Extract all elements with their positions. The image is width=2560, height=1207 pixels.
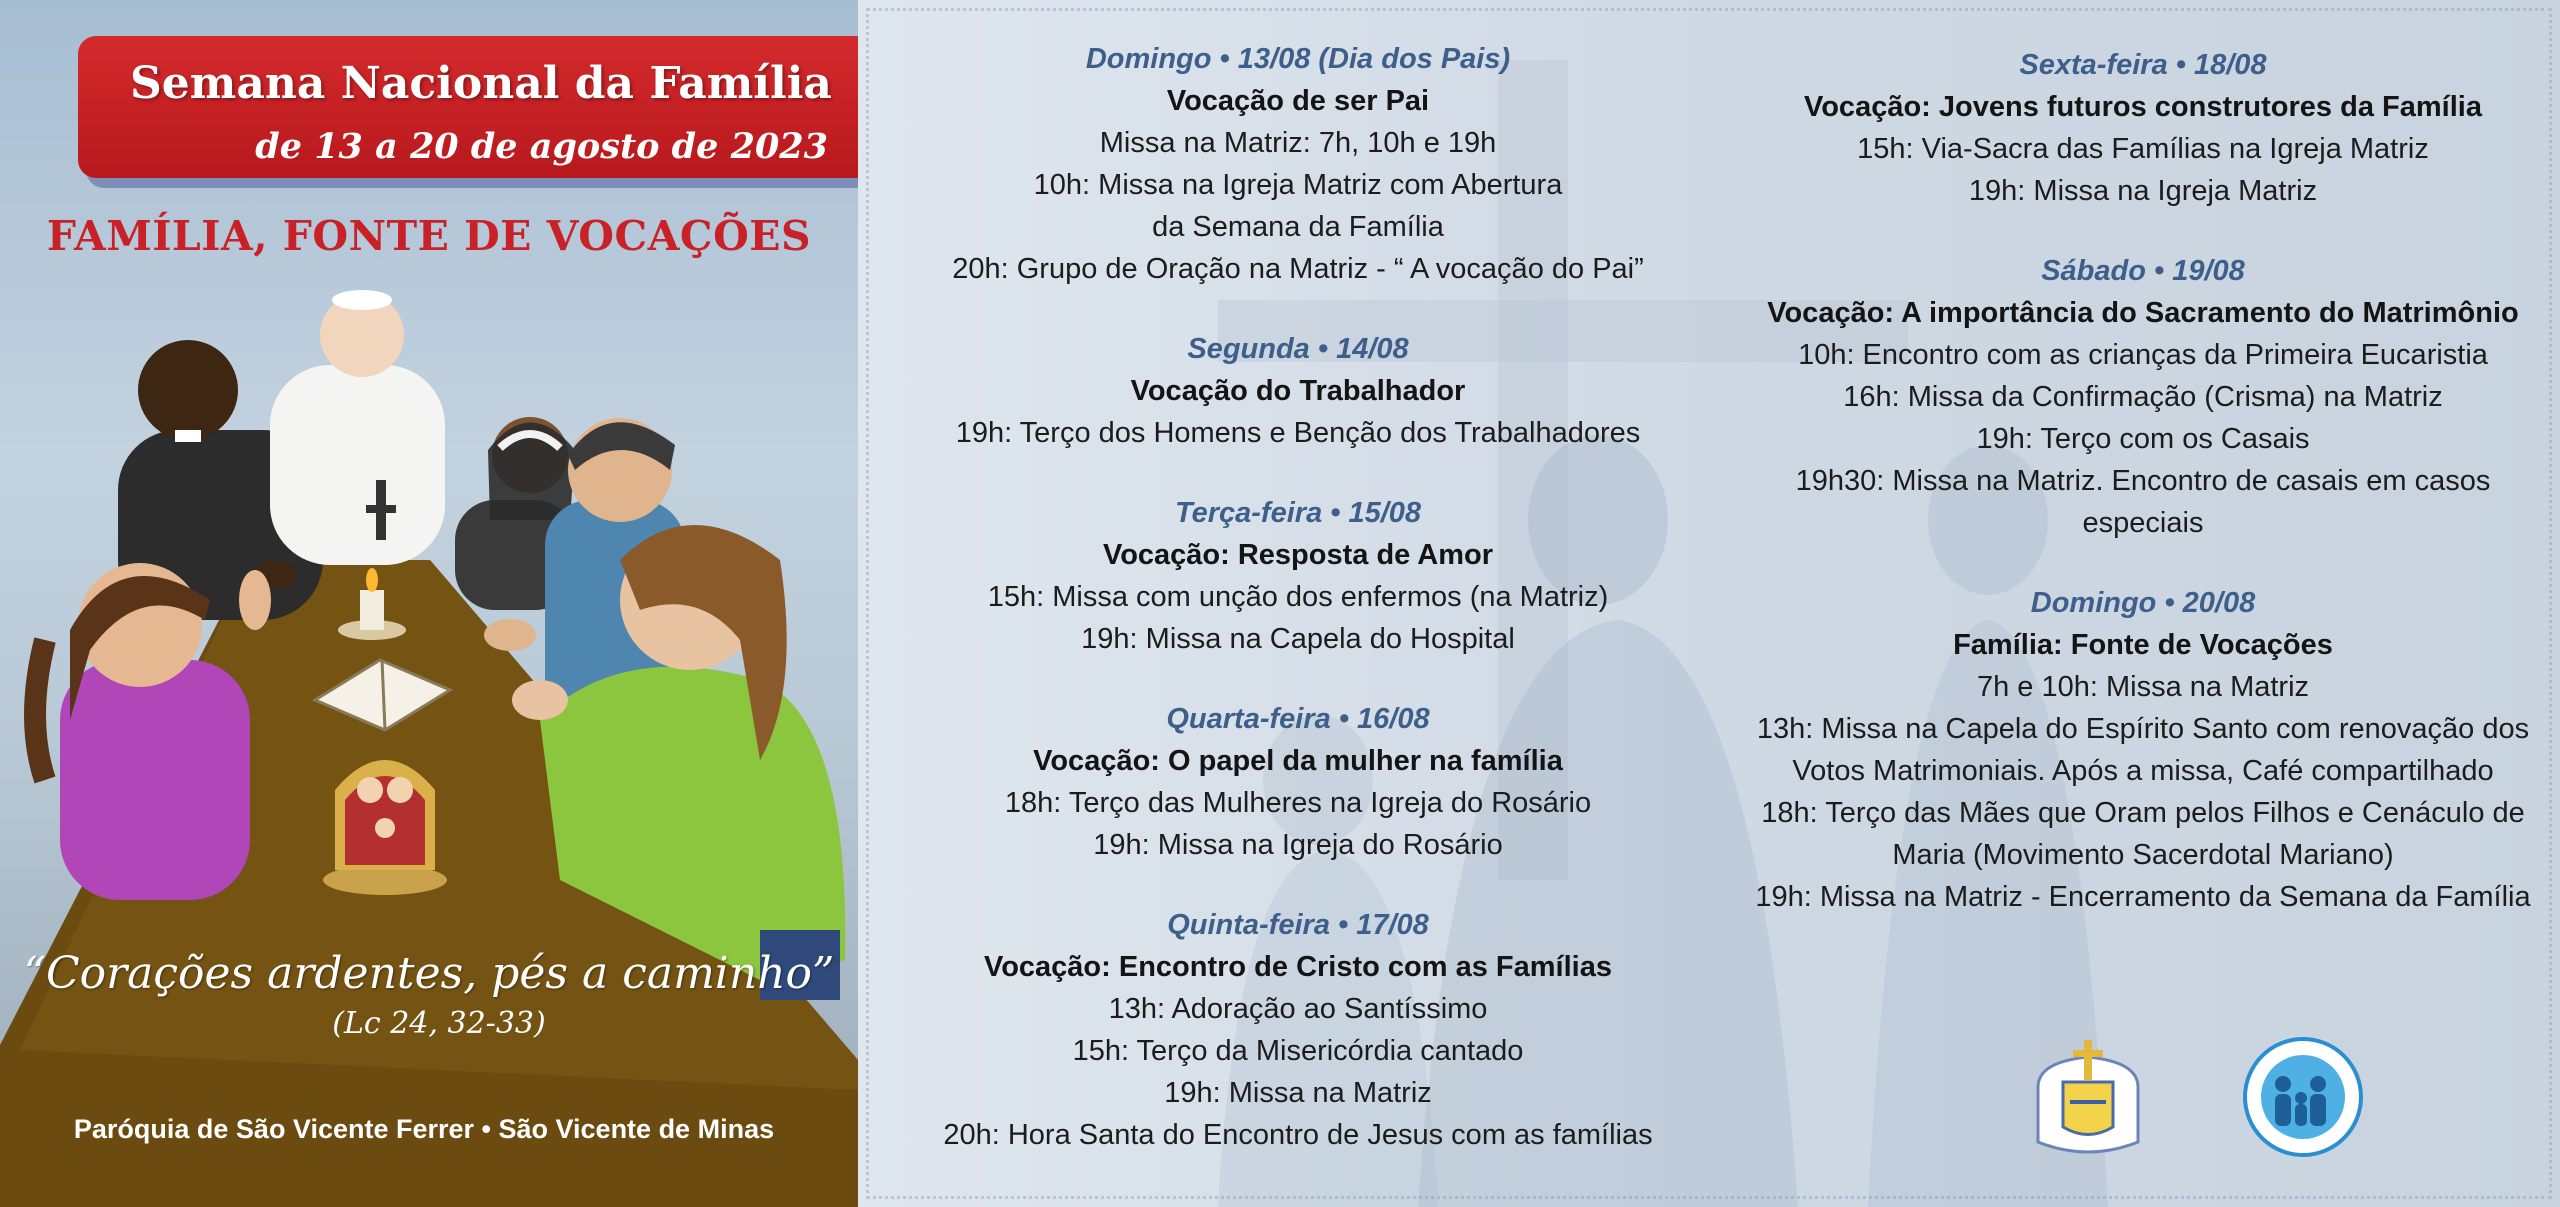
schedule-panel: [858, 0, 2560, 1207]
day-theme: Vocação: O papel da mulher na família: [1033, 745, 1563, 777]
day-block: [878, 38, 1718, 290]
parish-seal-icon: [2038, 1040, 2138, 1152]
schedule-line: 19h: Missa na Matriz: [1164, 1077, 1432, 1109]
day-header: Domingo • 13/08 (Dia dos Pais): [1085, 43, 1511, 75]
poster-dates: de 13 a 20 de agosto de 2023: [255, 126, 828, 167]
day-header: Segunda • 14/08: [1187, 333, 1409, 365]
schedule-line: 10h: Missa na Igreja Matriz com Abertura: [1033, 169, 1563, 201]
day-theme: Vocação: Jovens futuros construtores da Família: [1804, 91, 2482, 123]
day-theme: Família: Fonte de Vocações: [1953, 629, 2333, 661]
day-theme: Vocação: A importância do Sacramento do Matrimônio: [1767, 297, 2519, 329]
schedule-column-right: [1738, 44, 2548, 956]
day-theme: Vocação: Resposta de Amor: [1103, 539, 1493, 571]
schedule-line: 19h: Terço com os Casais: [1976, 423, 2310, 455]
schedule-line: 19h: Missa na Igreja do Rosário: [1093, 829, 1503, 861]
day-block: [1738, 44, 2548, 212]
poster-theme: FAMÍLIA, FONTE DE VOCAÇÕES: [46, 212, 812, 260]
schedule-line: 19h30: Missa na Matriz. Encontro de casais em casos especiais: [1795, 465, 2491, 539]
schedule-line: 18h: Terço das Mulheres na Igreja do Rosário: [1004, 787, 1592, 819]
schedule-line: 19h: Missa na Igreja Matriz: [1968, 175, 2318, 207]
logos: [2018, 1032, 2488, 1162]
poster-title: Semana Nacional da Família: [130, 58, 832, 109]
day-theme: Vocação de ser Pai: [1166, 85, 1430, 117]
day-header: Quarta-feira • 16/08: [1166, 703, 1430, 735]
schedule-line: 19h: Terço dos Homens e Benção dos Trabalhadores: [955, 417, 1641, 449]
schedule-line: 20h: Grupo de Oração na Matriz - “ A vocação do Pai”: [952, 253, 1644, 285]
schedule-line: 13h: Adoração ao Santíssimo: [1108, 993, 1488, 1025]
schedule-line: 15h: Via-Sacra das Famílias na Igreja Matriz: [1857, 133, 2429, 165]
schedule-line: 19h: Missa na Matriz - Encerramento da Semana da Família: [1755, 881, 2531, 913]
pastoral-familiar-logo-icon: [2245, 1039, 2361, 1155]
schedule-line: 20h: Hora Santa do Encontro de Jesus com as famílias: [943, 1119, 1653, 1151]
day-block: [878, 328, 1718, 454]
schedule-column-left: [878, 38, 1718, 1194]
day-block: [878, 492, 1718, 660]
schedule-line: 13h: Missa na Capela do Espírito Santo com renovação dos Votos Matrimoniais. Após a missa, Café compartilhado: [1756, 713, 2530, 787]
schedule-line: 15h: Terço da Misericórdia cantado: [1072, 1035, 1524, 1067]
poster-motto: “Corações ardentes, pés a caminho”: [23, 948, 835, 999]
day-theme: Vocação: Encontro de Cristo com as Famílias: [984, 951, 1612, 983]
schedule-line: 10h: Encontro com as crianças da Primeira Eucaristia: [1798, 339, 2488, 371]
day-header: Domingo • 20/08: [2030, 587, 2256, 619]
schedule-line: Missa na Matriz: 7h, 10h e 19h: [1099, 127, 1497, 159]
pope-figure: [270, 290, 445, 565]
schedule-line: 7h e 10h: Missa na Matriz: [1976, 671, 2310, 703]
day-header: Sábado • 19/08: [2041, 255, 2245, 287]
schedule-line: 19h: Missa na Capela do Hospital: [1081, 623, 1515, 655]
day-header: Quinta-feira • 17/08: [1167, 909, 1429, 941]
schedule-line: 16h: Missa da Confirmação (Crisma) na Matriz: [1843, 381, 2443, 413]
schedule-line: 15h: Missa com unção dos enfermos (na Matriz): [987, 581, 1609, 613]
schedule-line: da Semana da Família: [1152, 211, 1444, 243]
schedule-line: 18h: Terço das Mães que Oram pelos Filhos e Cenáculo de Maria (Movimento Sacerdotal Mariano): [1761, 797, 2525, 871]
day-block: [1738, 582, 2548, 918]
day-block: [1738, 250, 2548, 544]
day-block: [878, 904, 1718, 1156]
poster-panel: [0, 0, 858, 1207]
day-theme: Vocação do Trabalhador: [1130, 375, 1466, 407]
poster-bible-reference: (Lc 24, 32-33): [332, 1006, 546, 1041]
poster-parish-name: Paróquia de São Vicente Ferrer • São Vicente de Minas: [73, 1114, 775, 1144]
day-header: Sexta-feira • 18/08: [2019, 49, 2267, 81]
day-block: [878, 698, 1718, 866]
day-header: Terça-feira • 15/08: [1174, 497, 1422, 529]
